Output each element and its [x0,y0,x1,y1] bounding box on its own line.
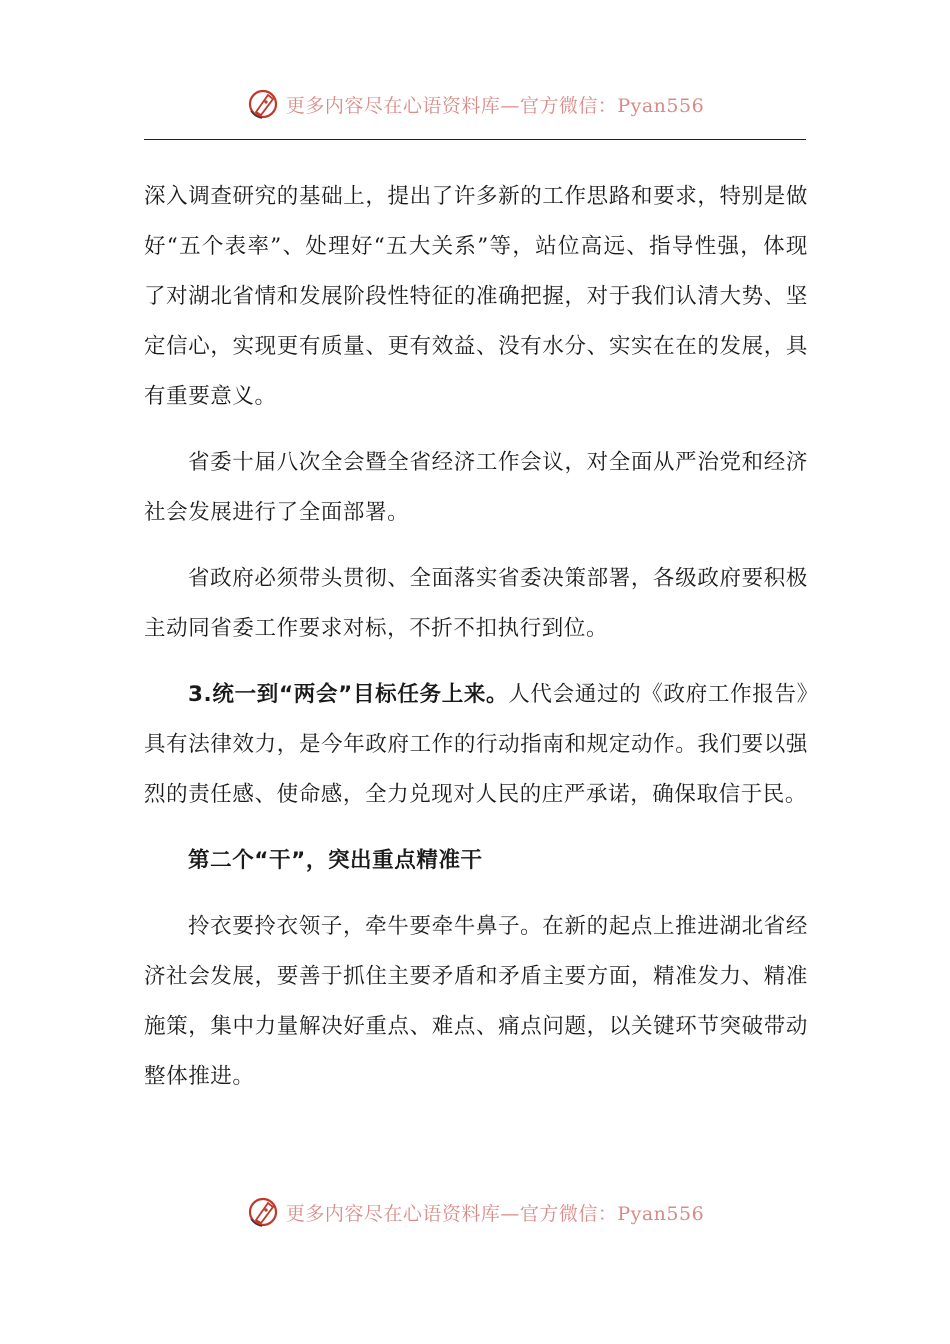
header-banner-text: 更多内容尽在心语资料库—官方微信：Pyan556 [285,94,705,117]
paragraph-4-text: 人代会通过的《政府工作报告》具有法律效力，是今年政府工作的行动指南和规定动作。我们要以强烈的责任感、使命感，全力兑现对人民的庄严承诺，确保取信于民。 [144,682,808,807]
footer-banner-text: 更多内容尽在心语资料库—官方微信：Pyan556 [285,1202,705,1225]
pen-nib-logo-icon [246,86,282,122]
footer-banner [0,1192,950,1232]
paragraph-1: 深入调查研究的基础上，提出了许多新的工作思路和要求，特别是做好“五个表率”、处理好“五大关系”等，站位高远、指导性强，体现了对湖北省情和发展阶段性特征的准确把握，对于我们认清大势、坚定信心，实现更有质量、更有效益、没有水分、实实在在的发展，具有重要意义。 [144,184,808,409]
document-body [144,172,808,1102]
header-divider [144,139,806,140]
paragraph-4 [144,670,808,820]
paragraph-6: 拎衣要拎衣领子，牵牛要牵牛鼻子。在新的起点上推进湖北省经济社会发展，要善于抓住主要矛盾和矛盾主要方面，精准发力、精准施策，集中力量解决好重点、难点、痛点问题，以关键环节突破带动整体推进。 [144,914,808,1089]
section-heading-3: 3.统一到“两会”目标任务上来。 [188,682,509,707]
pen-nib-logo-icon [246,1194,282,1230]
section-heading-second-gan [144,836,808,886]
paragraph-3: 省政府必须带头贯彻、全面落实省委决策部署，各级政府要积极主动同省委工作要求对标，不折不扣执行到位。 [144,566,808,641]
header-banner [0,84,950,124]
paragraph-2: 省委十届八次全会暨全省经济工作会议，对全面从严治党和经济社会发展进行了全面部署。 [144,450,808,525]
section-heading-text: 第二个“干”，突出重点精准干 [188,848,483,873]
